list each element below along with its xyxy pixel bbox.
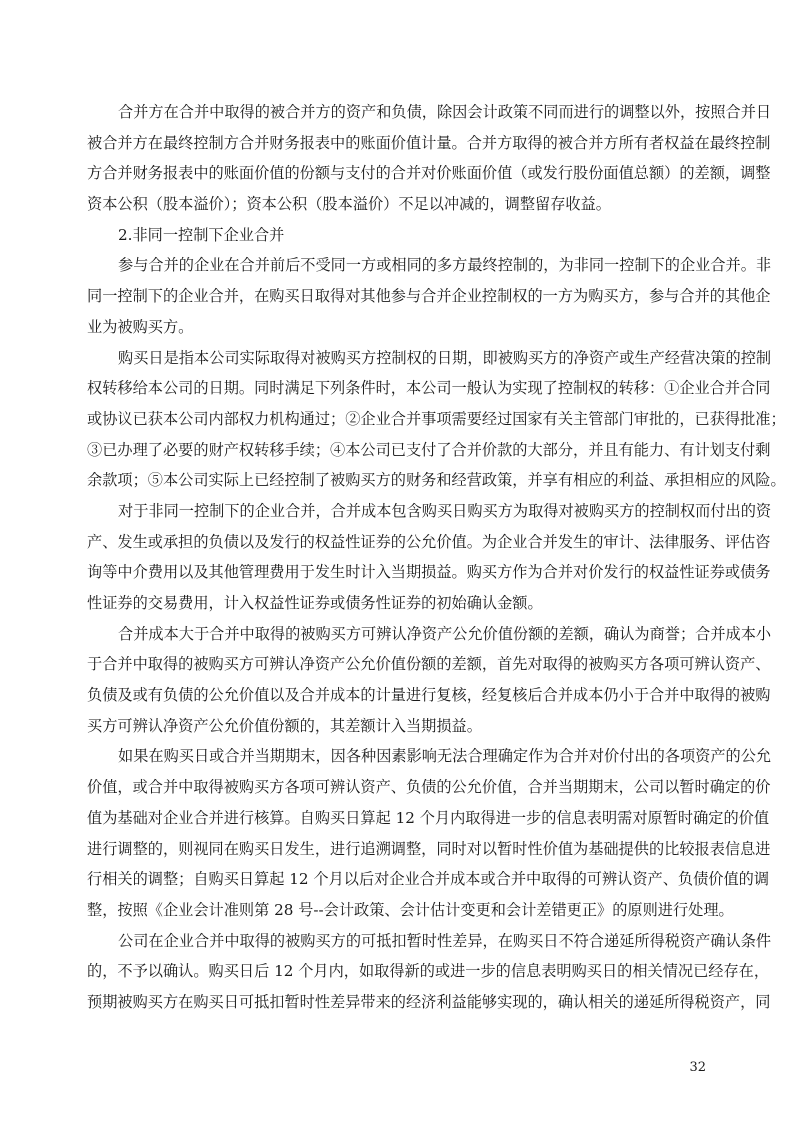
paragraph: [87, 619, 772, 742]
text-line: 同一控制下的企业合并，在购买日取得对其他参与合并企业控制权的一方为购买方，参与合并的其他企: [87, 287, 771, 306]
text-line: 余款项；⑤本公司实际上已经控制了被购买方的财务和经营政策，并享有相应的利益、承担相应的风险。: [87, 471, 786, 490]
text-line: 方合并财务报表中的账面价值的份额与支付的合并对价账面价值（或发行股份面值总额）的差额，调整: [87, 164, 771, 183]
paragraph: [87, 343, 786, 496]
text-line: 公司在企业合并中取得的被购买方的可抵扣暂时性差异，在购买日不符合递延所得税资产确认条件: [118, 931, 772, 950]
text-line: 性证券的交易费用，计入权益性证券或债务性证券的初始确认金额。: [87, 594, 543, 612]
text-line: 2.非同一控制下企业合并: [118, 225, 285, 244]
text-line: 资本公积（股本溢价）；资本公积（股本溢价）不足以冲减的，调整留存收益。: [87, 195, 611, 214]
paragraph: [87, 496, 772, 619]
section-heading: [87, 220, 707, 251]
text-line: 预期被购买方在购买日可抵扣暂时性差异带来的经济利益能够实现的，确认相关的递延所得税资产，同: [87, 992, 771, 1011]
text-line: 询等中介费用以及其他管理费用于发生时计入当期损益。购买方作为合并对价发行的权益性证券或债务: [87, 563, 771, 582]
text-line: 权转移给本公司的日期。同时满足下列条件时，本公司一般认为实现了控制权的转移：①企业合并合同: [87, 379, 771, 398]
text-line: 价值，或合并中取得被购买方各项可辨认资产、负债的公允价值，合并当期期末，公司以暂时确定的价: [87, 778, 771, 797]
text-line: 买方可辨认净资产公允价值份额的，其差额计入当期损益。: [87, 716, 482, 735]
text-line: 进行调整的，则视同在购买日发生，进行追溯调整，同时对以暂时性价值为基础提供的比较报表信息进: [87, 839, 771, 858]
text-line: 参与合并的企业在合并前后不受同一方或相同的多方最终控制的，为非同一控制下的企业合并。非: [118, 256, 772, 275]
paragraph: [87, 741, 772, 925]
text-line: 或协议已获本公司内部权力机构通过；②企业合并事项需要经过国家有关主管部门审批的，已获得批准；: [87, 409, 786, 428]
text-line: 值为基础对企业合并进行核算。自购买日算起 12 个月内取得进一步的信息表明需对原暂时确定的价值: [87, 808, 770, 827]
text-line: 的，不予以确认。购买日后 12 个月内，如取得新的或进一步的信息表明购买日的相关情况已经存在，: [87, 962, 770, 981]
text-line: 整，按照《企业会计准则第 28 号--会计政策、会计估计变更和会计差错更正》的原则进行处理。: [87, 900, 734, 919]
paragraph: [87, 250, 772, 342]
text-line: 行相关的调整；自购买日算起 12 个月以后对企业合并成本或合并中取得的可辨认资产、负债价值的调: [87, 870, 770, 889]
document-body: [87, 97, 786, 1018]
text-line: 合并成本大于合并中取得的被购买方可辨认净资产公允价值份额的差额，确认为商誉；合并成本小: [118, 624, 772, 643]
text-line: 于合并中取得的被购买方可辨认净资产公允价值份额的差额，首先对取得的被购买方各项可辨认资产、: [87, 655, 771, 674]
text-line: 负债及或有负债的公允价值以及合并成本的计量进行复核，经复核后合并成本仍小于合并中取得的被购: [87, 686, 771, 705]
paragraph: [87, 926, 772, 1018]
text-line: 产、发生或承担的负债以及发行的权益性证券的公允价值。为企业合并发生的审计、法律服务、评估咨: [87, 532, 771, 551]
text-line: 业为被购买方。: [87, 317, 194, 336]
text-line: 合并方在合并中取得的被合并方的资产和负债，除因会计政策不同而进行的调整以外，按照合并日: [118, 103, 772, 121]
text-line: 对于非同一控制下的企业合并，合并成本包含购买日购买方为取得对被购买方的控制权而付出的资: [118, 501, 772, 520]
paragraph: [87, 97, 772, 220]
page-number: 32: [689, 1060, 706, 1075]
text-line: 如果在购买日或合并当期期末，因各种因素影响无法合理确定作为合并对价付出的各项资产的公允: [118, 747, 772, 766]
text-line: 被合并方在最终控制方合并财务报表中的账面价值计量。合并方取得的被合并方所有者权益在最终控制: [87, 133, 771, 152]
text-line: 购买日是指本公司实际取得对被购买方控制权的日期，即被购买方的净资产或生产经营决策的控制: [118, 348, 772, 367]
text-line: ③已办理了必要的财产权转移手续；④本公司已支付了合并价款的大部分，并且有能力、有计划支付剩: [87, 440, 771, 459]
